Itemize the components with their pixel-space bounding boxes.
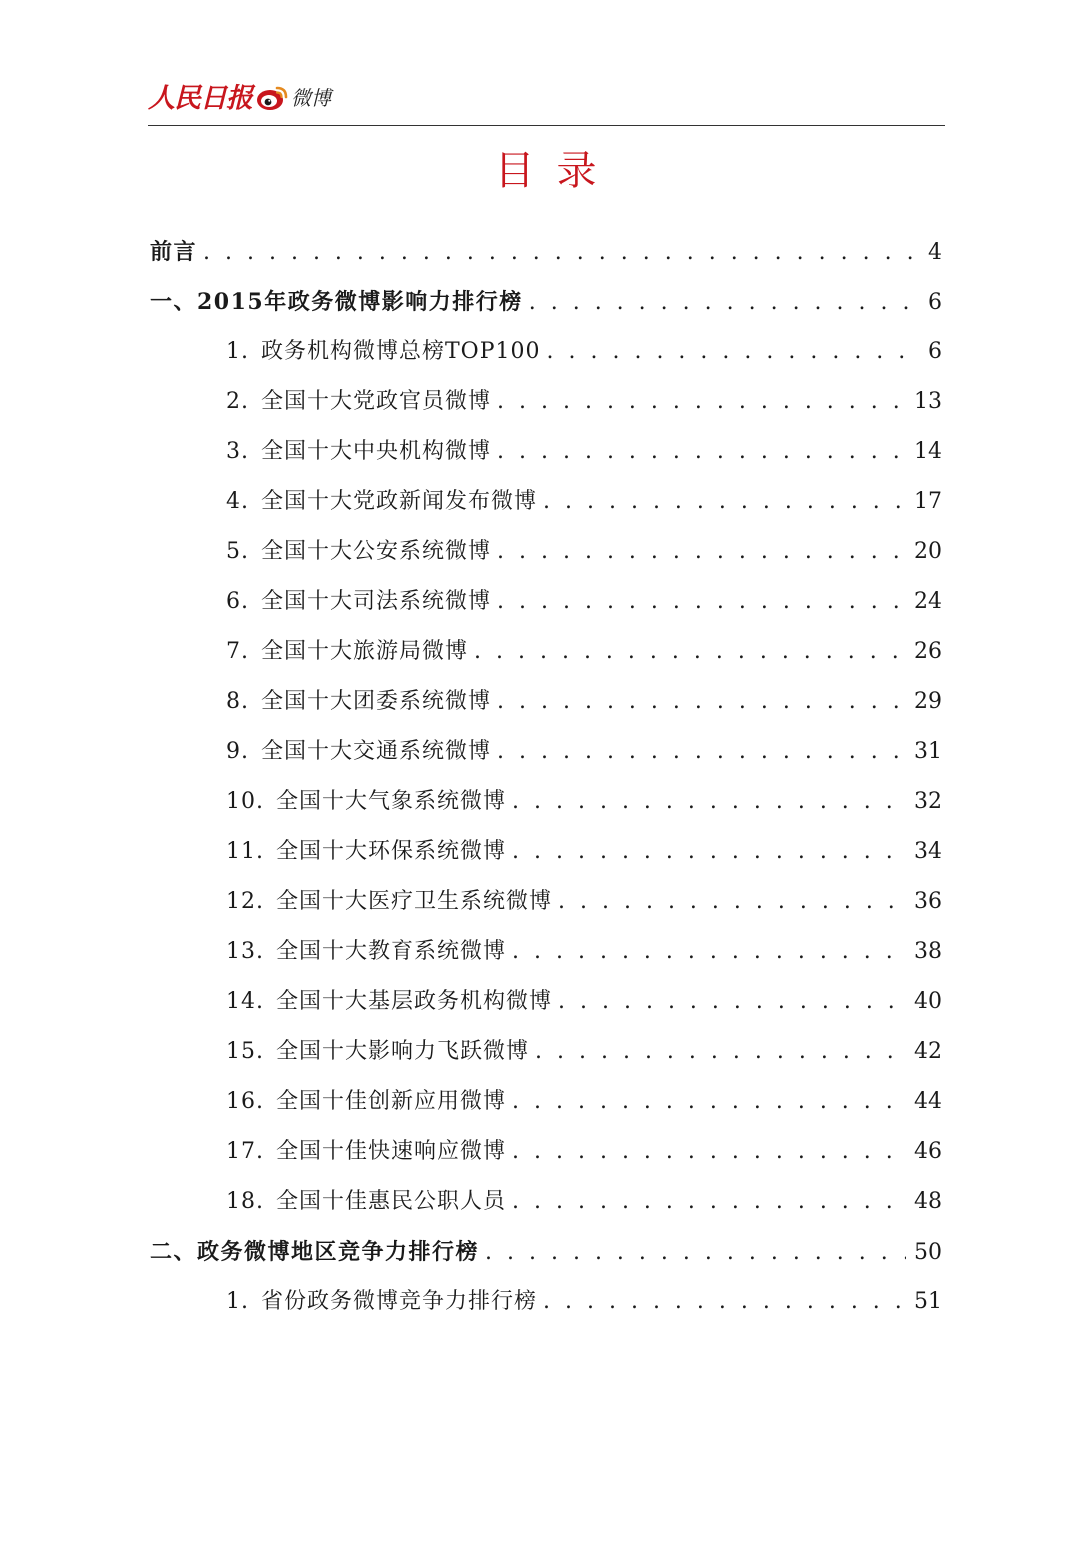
toc-subentry[interactable] bbox=[150, 627, 942, 677]
toc-entry-number: 1. bbox=[226, 1289, 249, 1314]
toc-entry-label: 全国十大医疗卫生系统微博 bbox=[276, 889, 553, 914]
toc-subentry[interactable] bbox=[150, 477, 942, 527]
dot-leader bbox=[512, 1077, 906, 1127]
toc-entry-number: 15. bbox=[226, 1039, 264, 1064]
toc-section[interactable] bbox=[150, 1227, 942, 1277]
toc-entry-number: 8. bbox=[226, 689, 249, 714]
toc-entry-label: 全国十大环保系统微博 bbox=[276, 839, 507, 864]
toc-entry-label: 二、政务微博地区竞争力排行榜 bbox=[150, 1239, 480, 1265]
toc-entry-label: 全国十大司法系统微博 bbox=[261, 589, 492, 614]
toc-entry-label: 全国十大中央机构微博 bbox=[261, 439, 492, 464]
dot-leader bbox=[485, 1228, 906, 1278]
toc-entry-label: 前言 bbox=[150, 239, 198, 265]
toc-entry-label: 政务机构微博总榜TOP100 bbox=[261, 339, 541, 364]
toc-subentry[interactable] bbox=[150, 727, 942, 777]
toc-page-number: 36 bbox=[914, 889, 942, 914]
toc-entry-label: 全国十大影响力飞跃微博 bbox=[276, 1039, 530, 1064]
toc-entry-number: 12. bbox=[226, 889, 264, 914]
toc-entry-label: 全国十佳惠民公职人员 bbox=[276, 1189, 507, 1214]
dot-leader bbox=[535, 1027, 906, 1077]
dot-leader bbox=[512, 1177, 906, 1227]
dot-leader bbox=[512, 827, 906, 877]
toc-page-number: 31 bbox=[914, 739, 942, 764]
dot-leader bbox=[497, 427, 906, 477]
toc-entry-number: 3. bbox=[226, 439, 249, 464]
toc-entry-label: 全国十大旅游局微博 bbox=[261, 639, 469, 664]
weibo-text: 微博 bbox=[291, 86, 331, 110]
toc-entry-number: 14. bbox=[226, 989, 264, 1014]
toc-subentry[interactable] bbox=[150, 1077, 942, 1127]
toc-subentry[interactable] bbox=[150, 577, 942, 627]
toc-page-number: 40 bbox=[914, 989, 942, 1014]
toc-entry-label: 全国十大党政官员微博 bbox=[261, 389, 492, 414]
toc-entry-number: 6. bbox=[226, 589, 249, 614]
toc-page-number: 24 bbox=[914, 589, 942, 614]
toc-entry-number: 9. bbox=[226, 739, 249, 764]
toc-page-number: 14 bbox=[914, 439, 942, 464]
toc-subentry[interactable] bbox=[150, 677, 942, 727]
toc-section[interactable] bbox=[150, 227, 942, 277]
dot-leader bbox=[529, 278, 920, 328]
dot-leader bbox=[547, 327, 920, 377]
dot-leader bbox=[497, 377, 906, 427]
weibo-eye-icon bbox=[255, 84, 289, 112]
dot-leader bbox=[558, 977, 906, 1027]
toc-subentry[interactable] bbox=[150, 377, 942, 427]
toc-entry-label: 全国十佳创新应用微博 bbox=[276, 1089, 507, 1114]
toc-entry-label: 全国十大气象系统微博 bbox=[276, 789, 507, 814]
toc-entry-label: 全国十大基层政务机构微博 bbox=[276, 989, 553, 1014]
toc-subentry[interactable] bbox=[150, 327, 942, 377]
toc-page-number: 4 bbox=[928, 240, 942, 265]
dot-leader bbox=[497, 677, 906, 727]
toc-subentry[interactable] bbox=[150, 777, 942, 827]
toc-page-number: 38 bbox=[914, 939, 942, 964]
page-header bbox=[148, 78, 331, 118]
toc-entry-label: 全国十大团委系统微博 bbox=[261, 689, 492, 714]
toc-subentry[interactable] bbox=[150, 827, 942, 877]
header-divider bbox=[148, 125, 945, 126]
toc-entry-label: 全国十大党政新闻发布微博 bbox=[261, 489, 538, 514]
toc-page-number: 6 bbox=[928, 290, 942, 315]
toc-page-number: 48 bbox=[914, 1189, 942, 1214]
toc-entry-number: 2. bbox=[226, 389, 249, 414]
toc-page-number: 51 bbox=[914, 1289, 942, 1314]
toc-page-number: 50 bbox=[914, 1240, 942, 1265]
toc-page-number: 46 bbox=[914, 1139, 942, 1164]
toc-subentry[interactable] bbox=[150, 927, 942, 977]
toc-page-number: 6 bbox=[928, 339, 942, 364]
toc-entry-number: 11. bbox=[226, 839, 264, 864]
toc-subentry[interactable] bbox=[150, 427, 942, 477]
toc-page-number: 42 bbox=[914, 1039, 942, 1064]
toc-subentry[interactable] bbox=[150, 527, 942, 577]
toc-page-number: 20 bbox=[914, 539, 942, 564]
toc-subentry[interactable] bbox=[150, 1127, 942, 1177]
toc-entry-number: 1. bbox=[226, 339, 249, 364]
dot-leader bbox=[203, 228, 920, 278]
toc-entry-number: 7. bbox=[226, 639, 249, 664]
dot-leader bbox=[543, 477, 906, 527]
toc-page-number: 17 bbox=[914, 489, 942, 514]
toc-entry-label: 全国十大交通系统微博 bbox=[261, 739, 492, 764]
toc-entry-label: 省份政务微博竞争力排行榜 bbox=[261, 1289, 538, 1314]
toc-page-number: 29 bbox=[914, 689, 942, 714]
toc-entry-label: 全国十大教育系统微博 bbox=[276, 939, 507, 964]
toc-page-number: 26 bbox=[914, 639, 942, 664]
toc-entry-number: 13. bbox=[226, 939, 264, 964]
dot-leader bbox=[497, 527, 906, 577]
toc-entry-number: 17. bbox=[226, 1139, 264, 1164]
dot-leader bbox=[558, 877, 906, 927]
dot-leader bbox=[512, 1127, 906, 1177]
dot-leader bbox=[474, 627, 906, 677]
toc-entry-number: 10. bbox=[226, 789, 264, 814]
toc-title: 目录 bbox=[494, 148, 619, 194]
toc-subentry[interactable] bbox=[150, 1177, 942, 1227]
table-of-contents bbox=[150, 227, 942, 1327]
toc-subentry[interactable] bbox=[150, 1277, 942, 1327]
toc-page-number: 44 bbox=[914, 1089, 942, 1114]
toc-section[interactable] bbox=[150, 277, 942, 327]
toc-entry-number: 5. bbox=[226, 539, 249, 564]
toc-subentry[interactable] bbox=[150, 977, 942, 1027]
toc-entry-number: 16. bbox=[226, 1089, 264, 1114]
toc-entry-label: 全国十大公安系统微博 bbox=[261, 539, 492, 564]
dot-leader bbox=[497, 577, 906, 627]
brand-name: 人民日报 bbox=[148, 82, 252, 114]
dot-leader bbox=[512, 927, 906, 977]
dot-leader bbox=[543, 1277, 906, 1327]
toc-entry-label: 全国十佳快速响应微博 bbox=[276, 1139, 507, 1164]
toc-entry-label: 一、2015年政务微博影响力排行榜 bbox=[150, 289, 523, 315]
toc-page-number: 13 bbox=[914, 389, 942, 414]
toc-entry-number: 18. bbox=[226, 1189, 264, 1214]
toc-page-number: 34 bbox=[914, 839, 942, 864]
dot-leader bbox=[497, 727, 906, 777]
toc-subentry[interactable] bbox=[150, 1027, 942, 1077]
toc-subentry[interactable] bbox=[150, 877, 942, 927]
dot-leader bbox=[512, 777, 906, 827]
toc-page-number: 32 bbox=[914, 789, 942, 814]
toc-entry-number: 4. bbox=[226, 489, 249, 514]
